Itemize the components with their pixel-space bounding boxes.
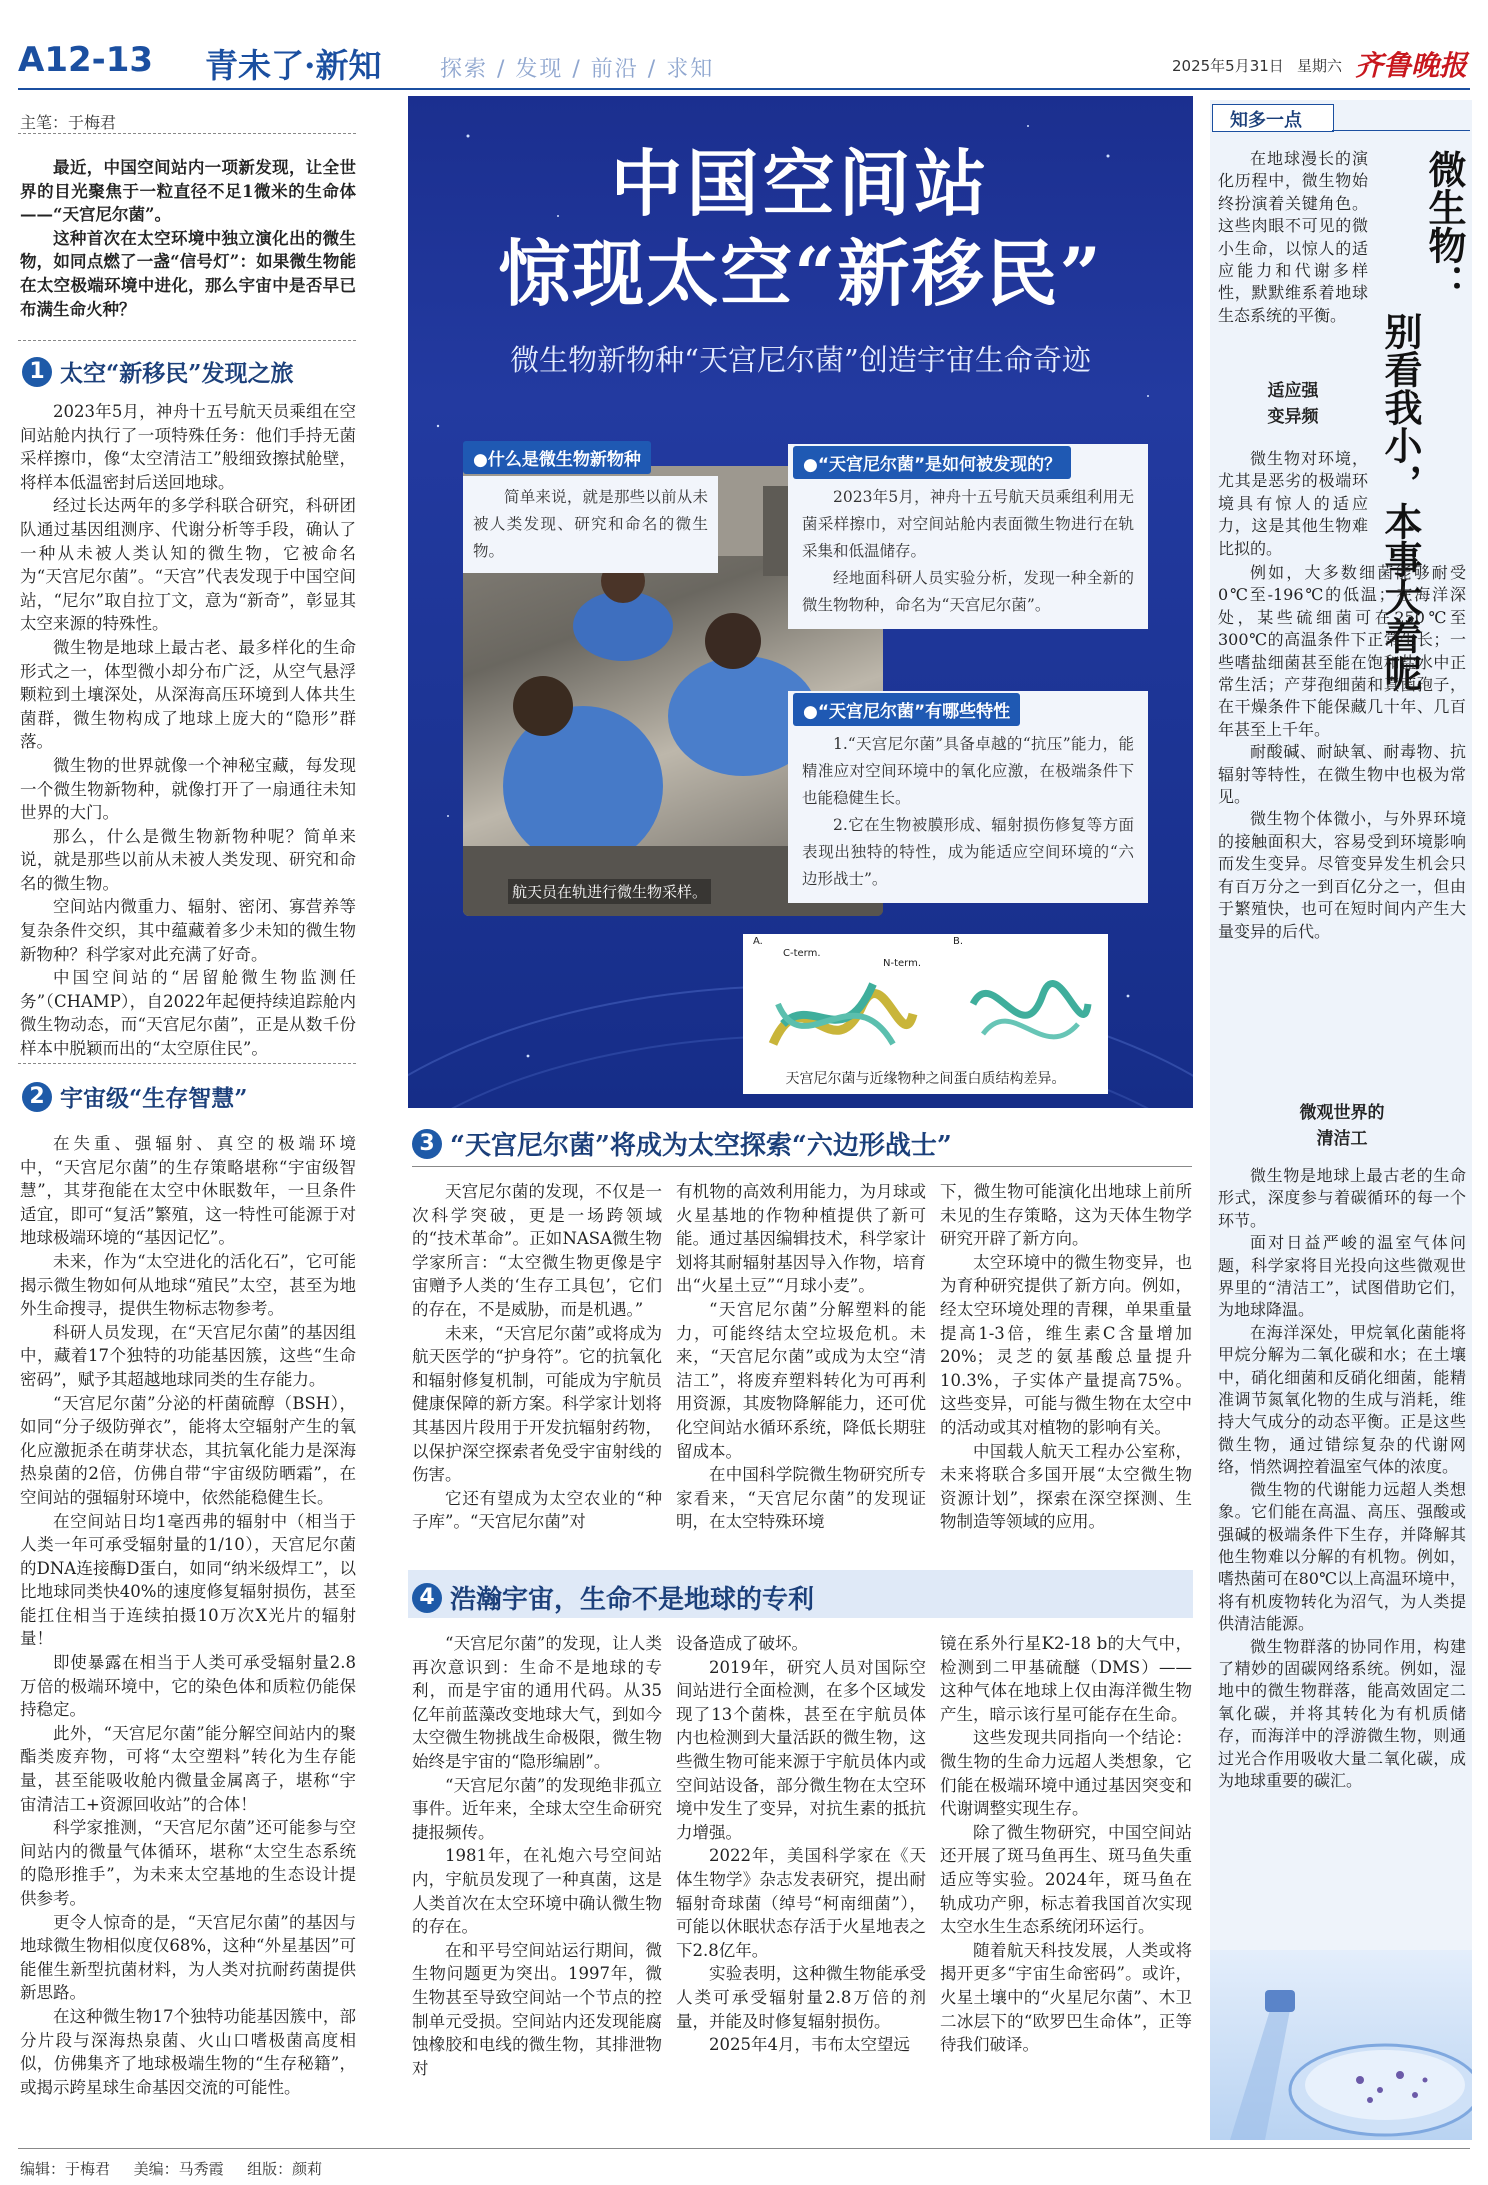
info-box-text: 简单来说，就是那些以前从未被人类发现、研究和命名的微生物。 [473, 488, 708, 560]
section1-body [20, 400, 356, 1061]
sidebar-paragraph: 微生物的代谢能力远超人类想象。它们能在高温、高压、强酸或强碱的极端条件下生存，并降解其他生物难以分解的有机物。例如，嗜热菌可在80℃以上高温环境中，将有机废物转化为沼气，为人类提供清洁能源。 [1218, 1479, 1466, 1634]
sidebar-intro [1218, 148, 1368, 327]
section-name: 青未了·新知 [205, 46, 382, 85]
section4-heading [412, 1579, 814, 1616]
body-paragraph: 它还有望成为太空农业的“种子库”。“天宫尼尔菌”对 [412, 1488, 662, 1532]
footer-rule [18, 2148, 1470, 2149]
hero-title-line2: 惊现太空“新移民” [498, 231, 1103, 316]
section3-heading [412, 1125, 952, 1162]
body-paragraph: 有机物的高效利用能力，为月球或火星基地的作物种植提供了新可能。通过基因编辑技术，科学家计划将其耐辐射基因导入作物，培育出“火星土豆”“月球小麦”。 [676, 1182, 926, 1296]
info-box-text: 2.它在生物被膜形成、辐射损伤修复等方面表现出独特的特性，成为能适应空间环境的“六边形战士”。 [802, 816, 1134, 888]
section3-underline [412, 1166, 1192, 1167]
section-rule [18, 340, 356, 341]
body-paragraph: 经过长达两年的多学科联合研究，科研团队通过基因组测序、代谢分析等手段，确认了一种从未被人类认知的微生物，它被命名为“天宫尼尔菌”。“天宫”代表发现于中国空间站，“尼尔”取自拉丁文，意为“新奇”，彰显其太空来源的特殊性。 [20, 496, 356, 634]
sidebar-section-1-body [1218, 562, 1466, 943]
newspaper-logo: 齐鲁晚报 [1355, 49, 1468, 82]
body-paragraph: 天宫尼尔菌的发现，不仅是一次科学突破，更是一场跨领域的“技术革命”。正如NASA微生物学家所言：“太空微生物更像是宇宙赠予人类的‘生存工具包’，它们的存在，不是威胁，而是机遇。” [412, 1182, 662, 1319]
section3-col2 [676, 1180, 926, 1534]
body-paragraph: “天宫尼尔菌”的发现，让人类再次意识到：生命不是地球的专利，而是宇宙的通用代码。从35亿年前蓝藻改变地球大气，到如今太空微生物挑战生命极限，微生物始终是宇宙的“隐形编剧”。 [412, 1634, 662, 1771]
body-paragraph: 微生物的世界就像一个神秘宝藏，每发现一个微生物新物种，就像打开了一扇通往未知世界的大门。 [20, 755, 356, 823]
body-paragraph: 这些发现共同指向一个结论：微生物的生命力远超人类想象，它们能在极端环境中通过基因突变和代谢调整实现生存。 [940, 1728, 1192, 1819]
structure-label: A. [753, 936, 763, 947]
section1-number: 1 [22, 357, 52, 387]
section3-number: 3 [412, 1129, 442, 1159]
sidebar-paragraph: 微生物群落的协同作用，构建了精妙的固碳网络系统。例如，湿地中的微生物群落，能高效固定二氧化碳，并将其转化为有机质储存，而海洋中的浮游微生物，则通过光合作用吸收大量二氧化碳，成为地球重要的碳汇。 [1218, 1636, 1466, 1790]
sidebar-subhead-1 [1218, 378, 1368, 430]
body-paragraph: 科研人员发现，在“天宫尼尔菌”的基因组中，藏着17个独特的功能基因簇，这些“生命密码”，赋予其超越地球同类的生存能力。 [20, 1322, 356, 1389]
info-box-text: 经地面科研人员实验分析，发现一种全新的微生物物种，命名为“天宫尼尔菌”。 [802, 569, 1134, 614]
body-paragraph: 下，微生物可能演化出地球上前所未见的生存策略，这为天体生物学研究开辟了新方向。 [940, 1182, 1192, 1249]
footer-proof: 组版：颜莉 [247, 2160, 323, 2178]
sidebar-paragraph: 微生物个体微小，与外界环境的接触面积大，容易受到环境影响而发生变异。尽管变异发生机会只有百万分之一到百亿分之一，但由于繁殖快，也可在短时间内产生大量变异的后代。 [1218, 809, 1466, 941]
section3-col3 [940, 1180, 1192, 1534]
sidebar-label: 知多一点 [1230, 110, 1302, 131]
body-paragraph: 镜在系外行星K2-18 b的大气中，检测到二甲基硫醚（DMS）——这种气体在地球上仅由海洋微生物产生，暗示该行星可能存在生命。 [940, 1634, 1192, 1724]
sidebar-paragraph: 在地球漫长的演化历程中，微生物始终扮演着关键角色。这些肉眼不可见的微小生命，以惊人的适应能力和代谢多样性，默默维系着地球生态系统的平衡。 [1218, 149, 1368, 325]
sidebar-vertical-title-1: 微生物： [1422, 150, 1467, 302]
byline: 主笔：于梅君 [20, 113, 117, 132]
info-box-text: 2023年5月，神舟十五号航天员乘组利用无菌采样擦巾，对空间站舱内表面微生物进行在轨采集和低温储存。 [802, 488, 1134, 560]
footer-credits [20, 2158, 322, 2179]
body-paragraph: “天宫尼尔菌”的发现绝非孤立事件。近年来，全球太空生命研究捷报频传。 [412, 1775, 662, 1842]
body-paragraph: 中国空间站的“居留舱微生物监测任务”（CHAMP），自2022年起便持续追踪舱内微生物动态，而“天宫尼尔菌”，正是从数千份样本中脱颖而出的“太空原住民”。 [20, 968, 356, 1059]
lead-column [20, 156, 356, 321]
body-paragraph: 在和平号空间站运行期间，微生物问题更为突出。1997年，微生物甚至导致空间站一个节点的控制单元受损。空间站内还发现能腐蚀橡胶和电线的微生物，其排泄物对 [412, 1940, 662, 2078]
section2-heading [22, 1080, 247, 1113]
body-paragraph: 在这种微生物17个独特功能基因簇中，部分片段与深海热泉菌、火山口嗜极菌高度相似，仿佛集齐了地球极端生物的“生存秘籍”，或揭示跨星球生命基因交流的可能性。 [20, 2006, 356, 2097]
body-paragraph: 随着航天科技发展，人类或将揭开更多“宇宙生命密码”。或许，火星土壤中的“火星尼尔菌”、木卫二冰层下的“欧罗巴生命体”，正等待我们破译。 [940, 1940, 1192, 2055]
sidebar-paragraph: 例如，大多数细菌能够耐受0℃至-196℃的低温；在海洋深处，某些硫细菌可在250℃至300℃的高温条件下正常生长；一些嗜盐细菌甚至能在饱和盐水中正常生活；产芽孢细菌和真菌孢子，在干燥条件下能保藏几十年、几百年甚至上千年。 [1218, 563, 1466, 739]
photo-caption: 航天员在轨进行微生物采样。 [508, 879, 711, 904]
petri-dish-photo [1210, 1950, 1472, 2140]
body-paragraph: 那么，什么是微生物新物种呢？简单来说，就是那些以前从未被人类发现、研究和命名的微生物。 [20, 826, 356, 893]
structure-caption: 天宫尼尔菌与近缘物种之间蛋白质结构差异。 [785, 1071, 1066, 1087]
body-paragraph: 2019年，研究人员对国际空间站进行全面检测，在多个区域发现了13个菌株，甚至在宇航员体内也检测到大量活跃的微生物，这些微生物可能来源于宇航员体内或空间站设备，部分微生物在太空环境中发生了变异，对抗生素的抵抗力增强。 [676, 1657, 926, 1842]
issue-date: 2025年5月31日 [1172, 57, 1284, 75]
structure-label: C-term. [783, 948, 821, 959]
body-paragraph: 太空环境中的微生物变异，也为育种研究提供了新方向。例如，经太空环境处理的青稞，单果重量提高1-3倍，维生素C含量增加20%；灵芝的氨基酸总量提升10.3%，子实体产量提高75%。这些变异，可能与微生物在太空中的活动或其对植物的影响有关。 [940, 1252, 1192, 1437]
subhead-line: 适应强 [1267, 381, 1319, 401]
subhead-line: 清洁工 [1316, 1129, 1368, 1149]
body-paragraph: 微生物是地球上最古老、最多样化的生命形式之一，体型微小却分布广泛，从空气悬浮颗粒到土壤深处，从深海高压环境到人体共生菌群，微生物构成了地球上庞大的“隐形”群落。 [20, 637, 356, 752]
section4-col1 [412, 1632, 662, 2080]
body-paragraph: 2025年4月，韦布太空望远 [709, 2035, 910, 2055]
sidebar-paragraph: 耐酸碱、耐缺氧、耐毒物、抗辐射等特性，在微生物中也极为常见。 [1218, 742, 1466, 807]
section1-title: 太空“新移民”发现之旅 [60, 360, 294, 387]
sidebar-paragraph: 微生物对环境，尤其是恶劣的极端环境具有惊人的适应力，这是其他生物难比拟的。 [1218, 449, 1368, 558]
body-paragraph: 未来，“天宫尼尔菌”或将成为航天医学的“护身符”。它的抗氧化和辐射修复机制，可能成为宇航员健康保障的新方案。科学家计划将其基因片段用于开发抗辐射药物，以保护深空探索者免受宇宙射线的伤害。 [412, 1323, 662, 1485]
body-paragraph: 1981年，在礼炮六号空间站内，宇航员发现了一种真菌，这是人类首次在太空环境中确认微生物的存在。 [412, 1846, 662, 1937]
subhead-line: 变异频 [1267, 407, 1319, 427]
info-box-text: 1.“天宫尼尔菌”具备卓越的“抗压”能力，能精准应对空间环境中的氧化应激，在极端条件下也能稳健生长。 [802, 735, 1134, 807]
header-rule [18, 88, 1470, 90]
body-paragraph: “天宫尼尔菌”分解塑料的能力，可能终结太空垃圾危机。未来，“天宫尼尔菌”或成为太空“清洁工”，将废弃塑料转化为可再利用资源，其废物降解能力，还可优化空间站水循环系统，降低长期驻留成本。 [676, 1299, 926, 1461]
sidebar-paragraph: 面对日益严峻的温室气体问题，科学家将目光投向这些微观世界里的“清洁工”，试图借助它们，为地球降温。 [1218, 1233, 1466, 1320]
body-paragraph: 即使暴露在相当于人类可承受辐射量2.8万倍的极端环境中，它的染色体和质粒仍能保持稳定。 [20, 1653, 356, 1720]
section3-title: “天宫尼尔菌”将成为太空探索“六边形战士” [450, 1131, 952, 1161]
hero-panel [408, 96, 1193, 1108]
section4-col3 [940, 1632, 1192, 2057]
footer-editor: 编辑：于梅君 [20, 2160, 111, 2178]
protein-structure-figure [743, 934, 1108, 1094]
info-box-title: ●“天宫尼尔菌”有哪些特性 [793, 693, 1020, 726]
section1-heading [22, 355, 293, 388]
info-box-title: ●“天宫尼尔菌”是如何被发现的？ [793, 446, 1071, 479]
body-paragraph: 科学家推测，“天宫尼尔菌”还可能参与空间站内的微量气体循环，堪称“太空生态系统的隐形推手”，为未来太空基地的生态设计提供参考。 [20, 1818, 356, 1908]
body-paragraph: 除了微生物研究，中国空间站还开展了斑马鱼再生、斑马鱼失重适应等实验。2024年，斑马鱼在轨成功产卵，标志着我国首次实现太空水生生态系统闭环运行。 [940, 1822, 1192, 1937]
sidebar-label-rule [1332, 130, 1470, 131]
petri-dish-illustration [1210, 1950, 1472, 2140]
body-paragraph: 未来，作为“太空进化的活化石”，它可能揭示微生物如何从地球“殖民”太空，甚至为地外生命搜寻，提供生物标志物参考。 [20, 1251, 356, 1319]
section2-body [20, 1132, 356, 2099]
body-paragraph: 2022年，美国科学家在《天体生物学》杂志发表研究，提出耐辐射奇球菌（绰号“柯南细菌”），可能以休眠状态存活于火星地表之下2.8亿年。 [676, 1846, 926, 1960]
info-box-title: ●什么是微生物新物种 [463, 441, 651, 474]
section4-title: 浩瀚宇宙，生命不是地球的专利 [450, 1585, 815, 1615]
body-paragraph: “天宫尼尔菌”分泌的杆菌硫醇（BSH），如同“分子级防弹衣”，能将太空辐射产生的氧化应激扼杀在萌芽状态，其抗氧化能力是深海热泉菌的2倍，仿佛自带“宇宙级防晒霜”，在空间站的强辐射环境中，依然能稳健生长。 [20, 1393, 356, 1507]
body-paragraph: 2023年5月，神舟十五号航天员乘组在空间站舱内执行了一项特殊任务：他们手持无菌采样擦巾，像“太空清洁工”般细致擦拭舱壁，将样本低温密封后送回地球。 [20, 402, 356, 492]
footer-designer: 美编：马秀霞 [133, 2160, 224, 2178]
sidebar-paragraph: 在海洋深处，甲烷氧化菌能将甲烷分解为二氧化碳和水；在土壤中，硝化细菌和反硝化细菌，能精准调节氮氧化物的生成与消耗，维持大气成分的动态平衡。正是这些微生物，通过错综复杂的代谢网络，悄然调控着温室气体的浓度。 [1218, 1322, 1466, 1477]
section2-number: 2 [22, 1082, 52, 1112]
subhead-line: 微观世界的 [1299, 1103, 1385, 1123]
structure-label: N-term. [883, 958, 922, 969]
body-paragraph: 空间站内微重力、辐射、密闭、寡营养等复杂条件交织，其中蕴藏着多少未知的微生物新物种？科学家对此充满了好奇。 [20, 897, 356, 964]
body-paragraph: 中国载人航天工程办公室称，未来将联合多国开展“太空微生物资源计划”，探索在深空探测、生物制造等领域的应用。 [940, 1441, 1192, 1532]
section-rule [18, 1063, 356, 1064]
body-paragraph: 更令人惊奇的是，“天宫尼尔菌”的基因与地球微生物相似度仅68%，这种“外星基因”可能催生新型抗菌材料，为人类对抗耐药菌提供新思路。 [20, 1912, 356, 2003]
sidebar-vertical-title-2: 别看我小，本事大着呢 [1378, 312, 1423, 692]
body-paragraph: 实验表明，这种微生物能承受人类可承受辐射量2.8万倍的剂量，并能及时修复辐射损伤。 [676, 1964, 926, 2031]
hero-title-line1: 中国空间站 [610, 141, 991, 226]
sidebar-section-2-body [1218, 1165, 1466, 1792]
byline-rule [18, 133, 356, 134]
body-paragraph: 设备造成了破坏。 [676, 1634, 808, 1653]
body-paragraph: 在失重、强辐射、真空的极端环境中，“天宫尼尔菌”的生存策略堪称“宇宙级智慧”，其芽孢能在太空中休眠数年，一旦条件适宜，即可“复活”繁殖，这一特性可能源于对地球极端环境的“基因记忆”。 [20, 1134, 356, 1248]
section4-number: 4 [412, 1583, 442, 1613]
section3-col1 [412, 1180, 662, 1534]
sidebar-section-1-top [1218, 448, 1368, 560]
sidebar-paragraph: 微生物是地球上最古老的生命形式，深度参与着碳循环的每一个环节。 [1218, 1166, 1466, 1230]
body-paragraph: 在空间站日均1毫西弗的辐射中（相当于人类一年可承受辐射量的1/10），天宫尼尔菌的DNA连接酶D蛋白，如同“纳米级焊工”，以比地球同类快40%的速度修复辐射损伤，甚至能扛住相当于连续拍摄10万次X光片的辐射量！ [20, 1511, 356, 1649]
body-paragraph: 此外，“天宫尼尔菌”能分解空间站内的聚酯类废弃物，可将“太空塑料”转化为生存能量，甚至能吸收舱内微量金属离子，堪称“宇宙清洁工+资源回收站”的合体！ [20, 1723, 356, 1814]
section4-col2 [676, 1632, 926, 2057]
hero-subtitle: 微生物新物种“天宫尼尔菌”创造宇宙生命奇迹 [510, 343, 1091, 377]
lead-paragraph: 这种首次在太空环境中独立演化出的微生物，如同点燃了一盏“信号灯”：如果微生物能在太空极端环境中进化，那么宇宙中是否早已布满生命火种？ [20, 228, 356, 319]
info-box1-body [463, 476, 718, 573]
lead-paragraph: 最近，中国空间站内一项新发现，让全世界的目光聚焦于一粒直径不足1微米的生命体——“天宫尼尔菌”。 [20, 158, 356, 225]
structure-label: B. [953, 936, 964, 947]
body-paragraph: 在中国科学院微生物研究所专家看来，“天宫尼尔菌”的发现证明，在太空特殊环境 [676, 1465, 926, 1532]
section2-title: 宇宙级“生存智慧” [60, 1085, 248, 1112]
page-number: A12-13 [18, 40, 154, 80]
sidebar-subhead-2 [1218, 1100, 1466, 1152]
section-tagline: 探索 / 发现 / 前沿 / 求知 [440, 57, 715, 82]
issue-weekday: 星期六 [1297, 57, 1343, 75]
